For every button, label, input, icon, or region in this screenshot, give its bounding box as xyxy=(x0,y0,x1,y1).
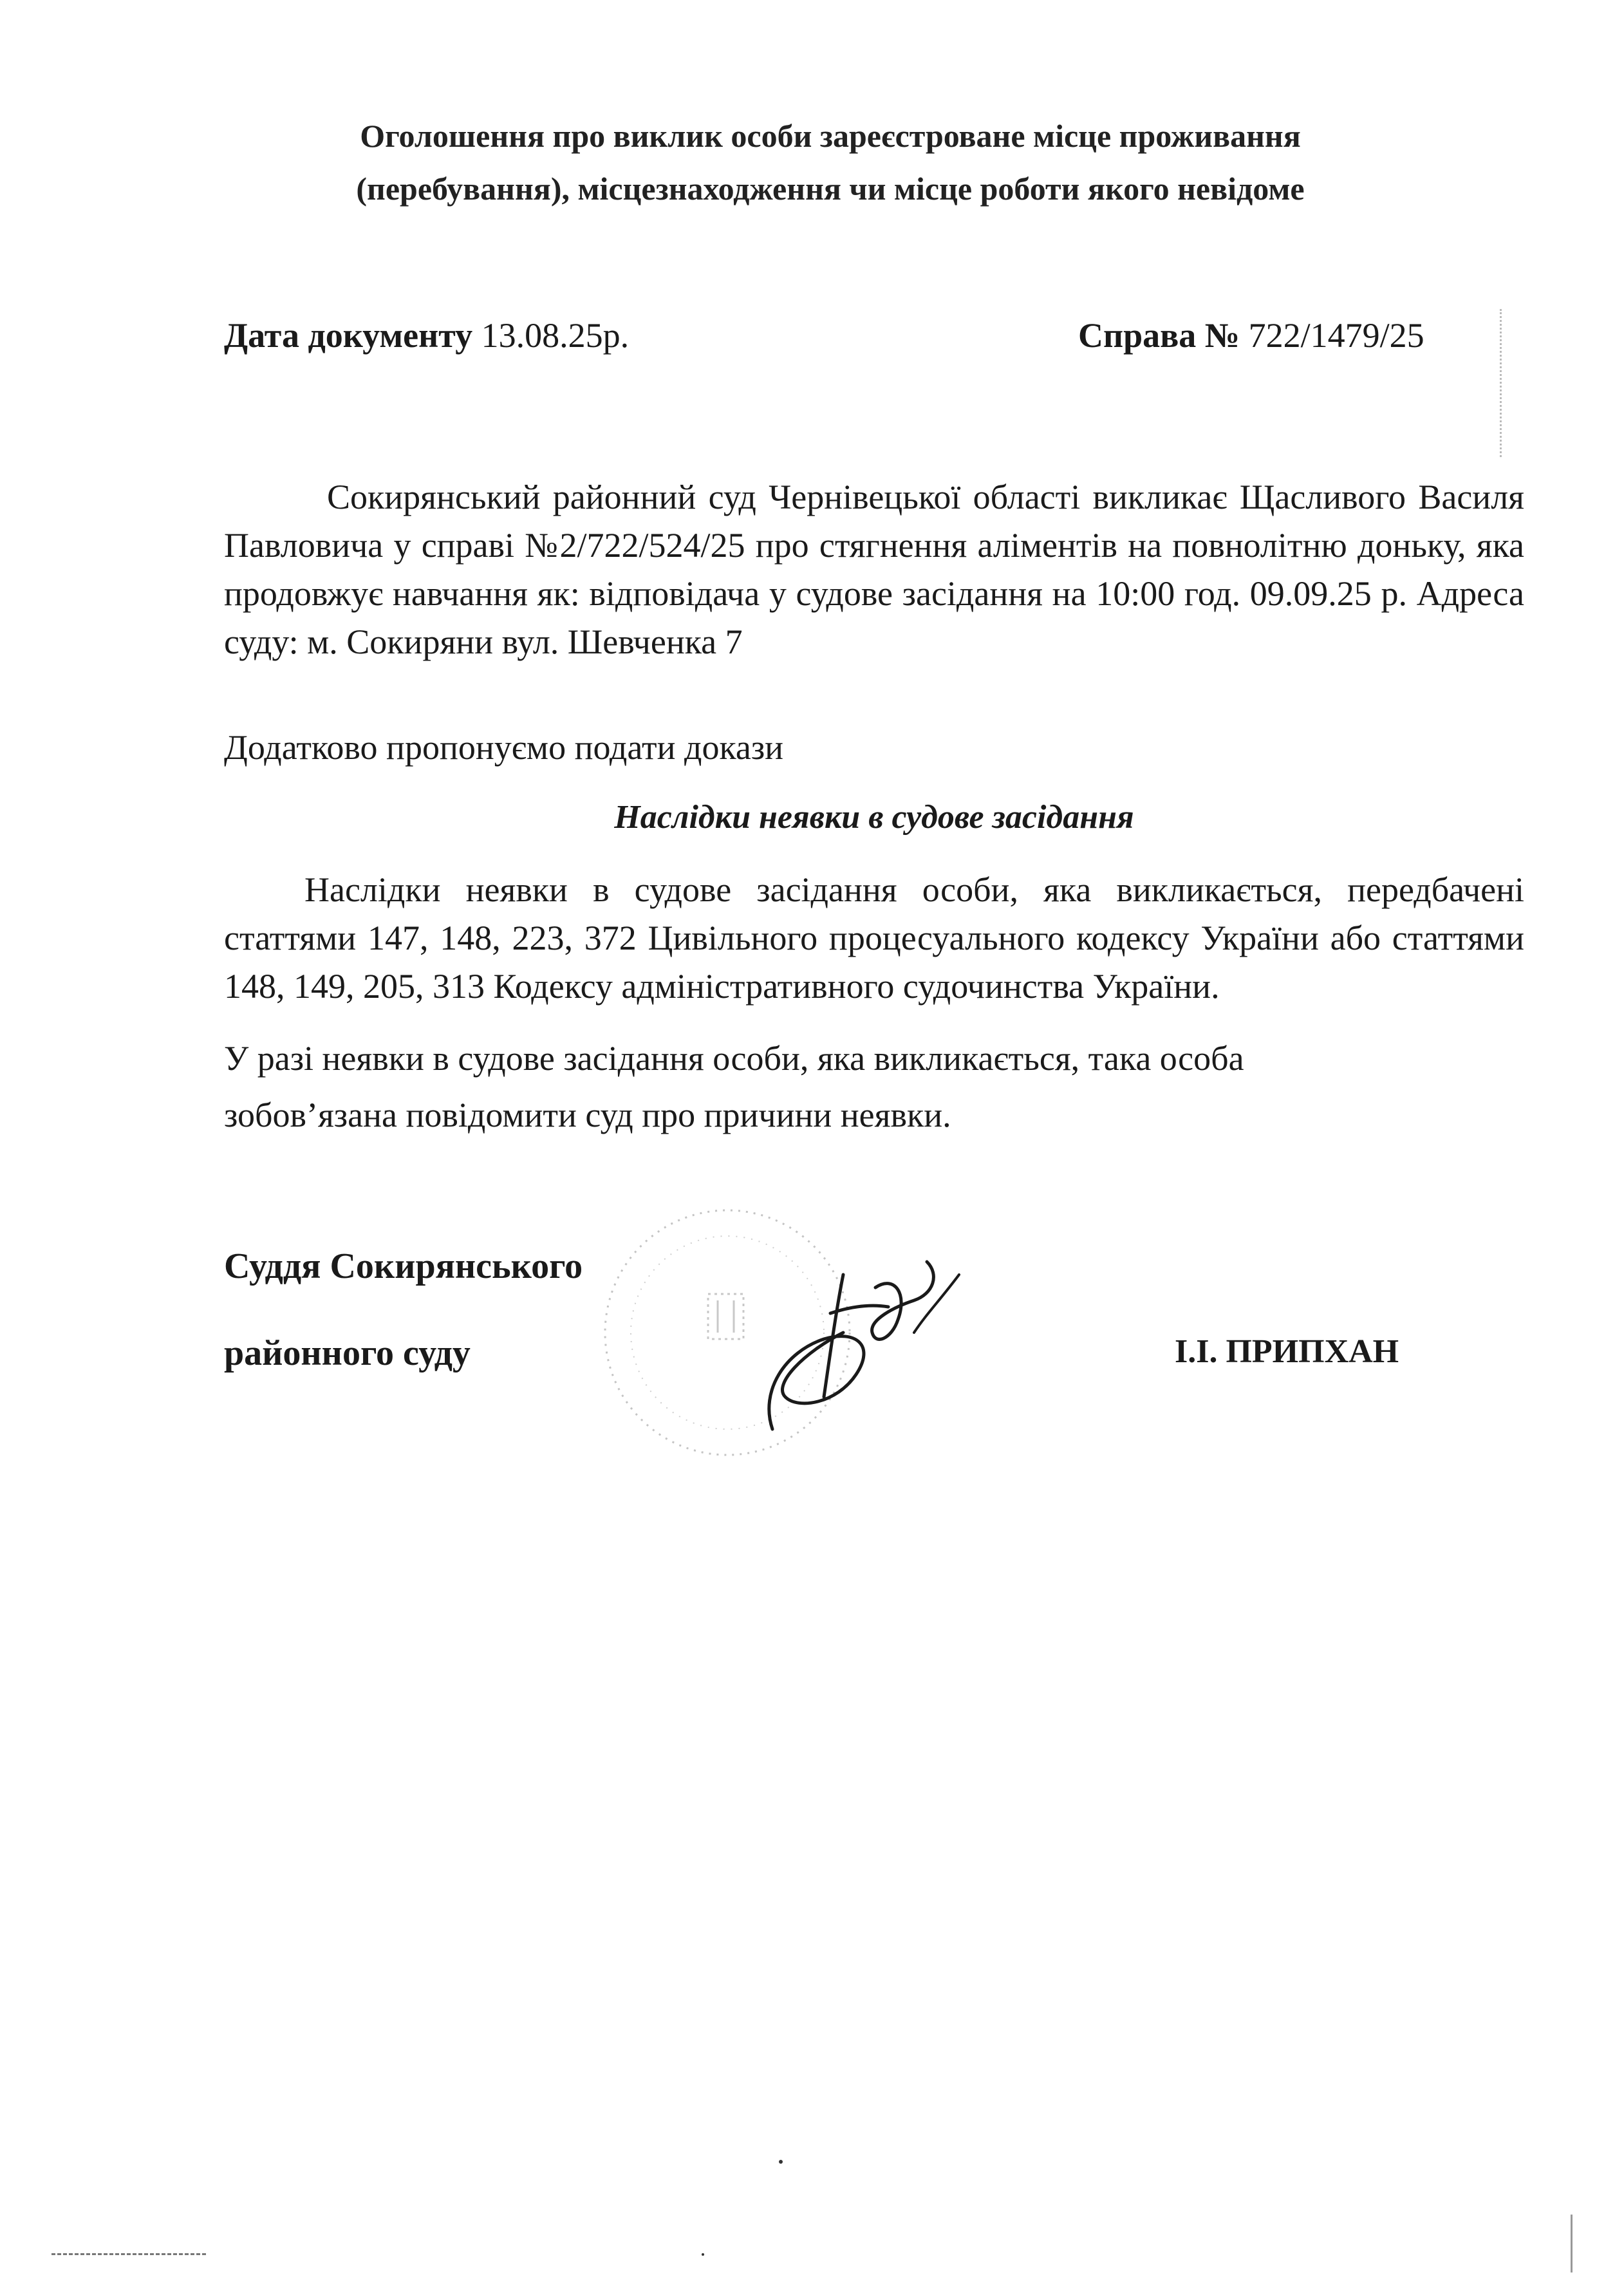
summons-paragraph: Сокирянський районний суд Чернівецької області викликає Щасливого Василя Павловича у справі №2/722/524/25 про стягнення аліментів на повнолітню доньку, яка продовжує навчання як: відповідача у судове засідання на 10:00 год. 09.09.25 р. Адреса суду: м. Сокиряни вул. Шевченка 7 xyxy=(224,478,1524,661)
title-line-1: Оголошення про виклик особи зареєстроване місце проживання xyxy=(360,118,1301,154)
case-number xyxy=(1078,315,1424,355)
case-number-label: Справа № xyxy=(1078,316,1240,355)
scan-edge-marks xyxy=(1500,309,1504,457)
scan-corner-mark xyxy=(1571,2215,1573,2272)
scan-speck xyxy=(702,2253,704,2256)
document-date xyxy=(224,315,629,355)
absence-notice-line-2: зобов’язана повідомити суд про причини неявки. xyxy=(224,1096,951,1134)
title-line-2: (перебування), місцезнаходження чи місце роботи якого невідоме xyxy=(356,171,1305,207)
consequences-heading: Наслідки неявки в судове засідання xyxy=(614,799,1134,836)
case-number-value: 722/1479/25 xyxy=(1248,316,1424,355)
scan-footer-mark xyxy=(51,2253,206,2257)
document-date-value: 13.08.25р. xyxy=(481,316,630,355)
consequences-paragraph: Наслідки неявки в судове засідання особи, яка викликається, передбачені статтями 147, 148, 223, 372 Цивільного процесуального кодексу України або статтями 148, 149, 205, 313 Кодексу адміністративного судочинства України. xyxy=(224,870,1524,1006)
absence-notice-line-1: У разі неявки в судове засідання особи, яка викликається, така особа xyxy=(224,1039,1244,1078)
scan-speck xyxy=(779,2160,783,2164)
additional-evidence-note: Додатково пропонуємо подати докази xyxy=(224,728,784,767)
judge-signature xyxy=(747,1236,991,1442)
judge-position-line-2: районного суду xyxy=(224,1333,471,1373)
document-title xyxy=(219,109,1442,215)
absence-notice xyxy=(224,1030,1370,1143)
judge-name: І.І. ПРИПХАН xyxy=(1175,1333,1399,1370)
judge-position-line-1: Суддя Сокирянського xyxy=(224,1246,583,1286)
document-date-label: Дата документу xyxy=(224,316,473,355)
